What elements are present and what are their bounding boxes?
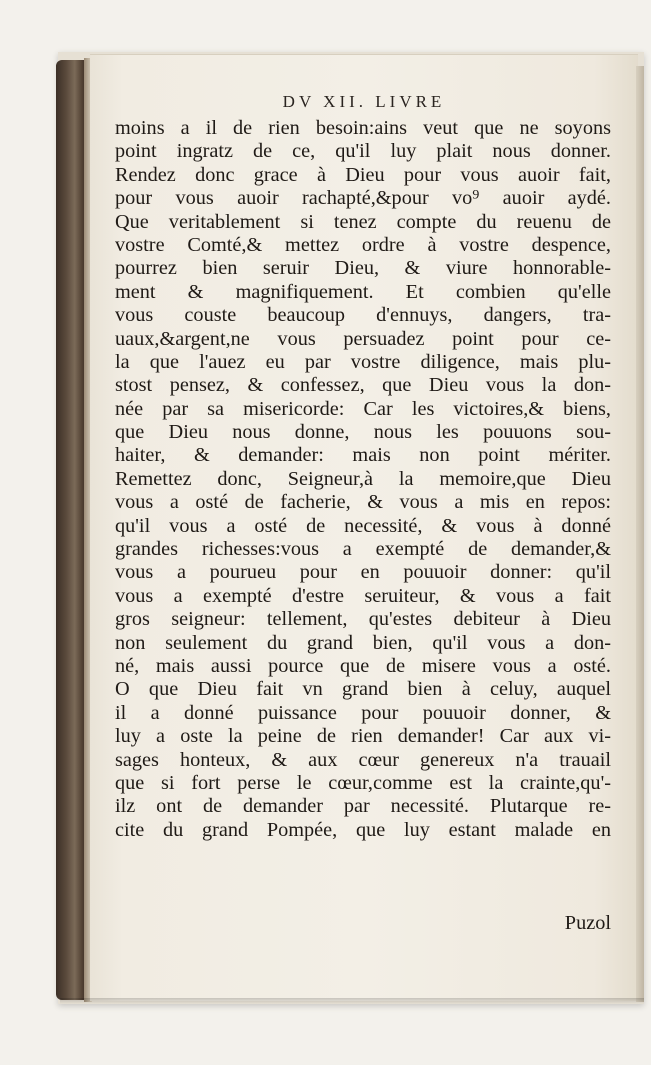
- text-line: Que veritablement si tenez compte du reuenu de: [115, 210, 611, 233]
- text-line: Rendez donc grace à Dieu pour vous auoir fait,: [115, 163, 611, 186]
- text-line: vous couste beaucoup d'ennuys, dangers, tra-: [115, 304, 611, 327]
- text-line: non seulement du grand bien, qu'il vous a don-: [115, 631, 611, 654]
- text-line: pourrez bien seruir Dieu, & viure honnorable-: [115, 257, 611, 280]
- catchword: Puzol: [564, 912, 611, 934]
- text-line: il a donné puissance pour pouuoir donner, &: [115, 701, 611, 724]
- body-text: [115, 117, 611, 842]
- text-line: né, mais aussi pource que de misere vous a osté.: [115, 654, 611, 677]
- text-line: O que Dieu fait vn grand bien à celuy, auquel: [115, 678, 611, 701]
- text-line: vous a exempté d'estre seruiteur, & vous a fait: [115, 584, 611, 607]
- page-bottom-shadow: [60, 998, 644, 1004]
- text-line: que Dieu nous donne, nous les pouuons sou-: [115, 421, 611, 444]
- text-line: pour vous auoir rachapté,&pour vo⁹ auoir aydé.: [115, 187, 611, 210]
- text-line: gros seigneur: tellement, qu'estes debiteur à Dieu: [115, 608, 611, 631]
- text-line: sages honteux, & aux cœur genereux n'a trauail: [115, 748, 611, 771]
- text-line: ilz ont de demander par necessité. Plutarque re-: [115, 795, 611, 818]
- text-line: haiter, & demander: mais non point mériter.: [115, 444, 611, 467]
- text-line: vous a pourueu pour en pouuoir donner: qu'il: [115, 561, 611, 584]
- page-fore-edge: [636, 66, 644, 1002]
- running-head: DV XII. LIVRE: [282, 92, 446, 111]
- text-line: qu'il vous a osté de necessité, & vous à donné: [115, 514, 611, 537]
- text-line: que si fort perse le cœur,comme est la crainte,qu'-: [115, 771, 611, 794]
- text-line: vous a osté de facherie, & vous a mis en repos:: [115, 491, 611, 514]
- text-line: moins a il de rien besoin:ains veut que ne soyons: [115, 117, 611, 139]
- text-line: point ingratz de ce, qu'il luy plait nous donner.: [115, 140, 611, 163]
- text-line: Remettez donc, Seigneur,à la memoire,que Dieu: [115, 467, 611, 490]
- text-line: uaux,&argent,ne vous persuadez point pour ce-: [115, 327, 611, 350]
- text-line: la que l'auez eu par vostre diligence, mais plu-: [115, 350, 611, 373]
- text-line: stost pensez, & confessez, que Dieu vous la don-: [115, 374, 611, 397]
- text-line: grandes richesses:vous a exempté de demander,&: [115, 538, 611, 561]
- text-line: cite du grand Pompée, que luy estant malade en: [115, 818, 611, 841]
- text-line: née par sa misericorde: Car les victoires,& biens,: [115, 397, 611, 420]
- text-line: vostre Comté,& mettez ordre à vostre despence,: [115, 233, 611, 256]
- text-line: luy a oste la peine de rien demander! Car aux vi-: [115, 725, 611, 748]
- text-line: ment & magnifiquement. Et combien qu'elle: [115, 280, 611, 303]
